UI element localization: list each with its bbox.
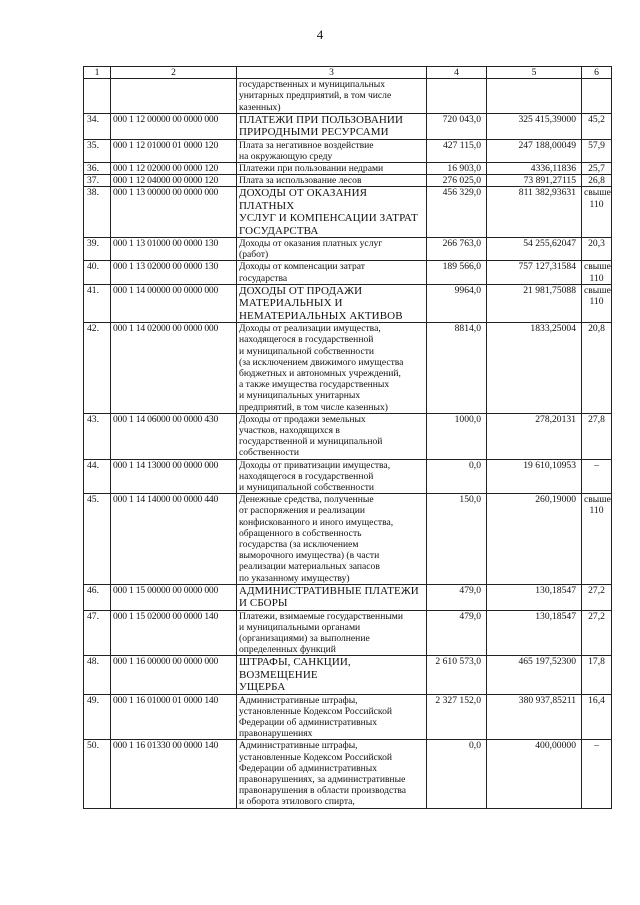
row-number-cell (84, 79, 111, 114)
table-row (84, 163, 612, 175)
row-number-cell: 40. (84, 261, 111, 284)
percent-line: свыше (584, 261, 611, 273)
percent-cell (582, 187, 612, 238)
name-line: и муниципальной собственности (239, 481, 375, 493)
code-cell: 000 1 15 00000 00 0000 000 (111, 584, 237, 610)
code-cell: 000 1 13 01000 00 0000 130 (111, 238, 237, 261)
name-cell (237, 610, 427, 656)
table-row (84, 187, 612, 238)
fact-cell: 73 891,27115 (487, 175, 582, 187)
code-cell: 000 1 16 01000 01 0000 140 (111, 694, 237, 740)
plan-cell: 0,0 (427, 459, 487, 494)
row-number-cell: 49. (84, 694, 111, 740)
name-line: ПЛАТЕЖИ ПРИ ПОЛЬЗОВАНИИ (239, 113, 403, 126)
plan-cell: 720 043,0 (427, 113, 487, 139)
code-cell: 000 1 12 04000 00 0000 120 (111, 175, 237, 187)
table-row (84, 79, 612, 114)
row-number-cell: 35. (84, 139, 111, 162)
name-line: Административные штрафы, (239, 740, 358, 752)
name-line: Административные штрафы, (239, 694, 358, 706)
fact-cell (487, 79, 582, 114)
row-number-cell: 36. (84, 163, 111, 175)
name-line: государственной и муниципальной (239, 436, 383, 448)
name-line: на окружающую среду (239, 150, 333, 162)
name-line: реализации материальных запасов (239, 561, 380, 573)
plan-cell: 16 903,0 (427, 163, 487, 175)
code-cell: 000 1 14 13000 00 0000 000 (111, 459, 237, 494)
percent-cell (582, 139, 612, 162)
fact-cell: 130,18547 (487, 584, 582, 610)
fact-cell: 4336,11836 (487, 163, 582, 175)
name-line: НЕМАТЕРИАЛЬНЫХ АКТИВОВ (239, 309, 403, 322)
percent-line: 110 (589, 505, 604, 517)
percent-cell (582, 163, 612, 175)
code-cell: 000 1 12 00000 00 0000 000 (111, 113, 237, 139)
name-cell (237, 113, 427, 139)
name-line: установленные Кодексом Российской (239, 751, 392, 763)
name-line: и оборота этилового спирта, (239, 796, 355, 808)
name-line: выморочного имущества) (в части (239, 550, 380, 562)
name-line: АДМИНИСТРАТИВНЫЕ ПЛАТЕЖИ (239, 584, 419, 597)
table-row (84, 694, 612, 740)
row-number-cell: 38. (84, 187, 111, 238)
percent-line: 20,8 (588, 323, 605, 335)
name-line: Плата за использование лесов (239, 175, 362, 187)
code-cell: 000 1 14 00000 00 0000 000 (111, 284, 237, 322)
table-row (84, 413, 612, 459)
table-row (84, 656, 612, 694)
plan-cell: 189 566,0 (427, 261, 487, 284)
name-line: И СБОРЫ (239, 597, 288, 610)
header-cell: 1 (84, 67, 111, 79)
name-line: от распоряжения и реализации (239, 505, 365, 517)
name-cell (237, 323, 427, 414)
name-line: ДОХОДЫ ОТ ПРОДАЖИ (239, 284, 363, 297)
name-line: Плата за негативное воздействие (239, 139, 374, 151)
percent-line: 27,8 (588, 413, 605, 425)
table-row (84, 175, 612, 187)
name-line: Доходы от продажи земельных (239, 413, 366, 425)
name-line: и муниципальной собственности (239, 345, 375, 357)
table-row (84, 584, 612, 610)
fact-cell: 465 197,52300 (487, 656, 582, 694)
row-number-cell: 48. (84, 656, 111, 694)
percent-cell (582, 284, 612, 322)
table-row (84, 113, 612, 139)
revenue-table (83, 66, 612, 809)
fact-cell: 19 610,10953 (487, 459, 582, 494)
percent-line: 25,7 (588, 163, 605, 175)
percent-cell (582, 261, 612, 284)
fact-cell: 400,00000 (487, 740, 582, 808)
name-line: а также имущества государственных (239, 379, 390, 391)
name-line: участков, находящихся в (239, 424, 340, 436)
percent-cell (582, 175, 612, 187)
percent-line: 27,2 (588, 584, 605, 596)
name-line: бюджетных и автономных учреждений, (239, 367, 401, 379)
row-number-cell: 47. (84, 610, 111, 656)
table-row (84, 238, 612, 261)
percent-line: 110 (589, 296, 604, 308)
percent-line: 16,4 (588, 694, 605, 706)
table-row (84, 284, 612, 322)
percent-line: 27,2 (588, 610, 605, 622)
name-line: собственности (239, 447, 300, 459)
name-cell (237, 139, 427, 162)
plan-cell: 427 115,0 (427, 139, 487, 162)
table-row (84, 323, 612, 414)
name-cell (237, 459, 427, 494)
percent-cell (582, 610, 612, 656)
table-row (84, 139, 612, 162)
row-number-cell: 37. (84, 175, 111, 187)
percent-line: свыше (584, 284, 611, 296)
header-cell: 2 (111, 67, 237, 79)
percent-cell (582, 238, 612, 261)
code-cell: 000 1 14 02000 00 0000 000 (111, 323, 237, 414)
name-line: УСЛУГ И КОМПЕНСАЦИИ ЗАТРАТ (239, 212, 418, 225)
header-row (84, 67, 612, 79)
percent-cell (582, 740, 612, 808)
row-number-cell: 50. (84, 740, 111, 808)
code-cell: 000 1 12 02000 00 0000 120 (111, 163, 237, 175)
name-line: Платежи, взимаемые государственными (239, 610, 403, 622)
code-cell: 000 1 13 02000 00 0000 130 (111, 261, 237, 284)
table-row (84, 459, 612, 494)
name-line: унитарных предприятий, в том числе (239, 90, 392, 102)
header-cell: 5 (487, 67, 582, 79)
name-cell (237, 238, 427, 261)
fact-cell: 325 415,39000 (487, 113, 582, 139)
percent-cell (582, 694, 612, 740)
name-line: Доходы от приватизации имущества, (239, 459, 391, 471)
row-number-cell: 39. (84, 238, 111, 261)
name-line: установленные Кодексом Российской (239, 705, 392, 717)
name-line: ГОСУДАРСТВА (239, 224, 319, 237)
header-cell: 3 (237, 67, 427, 79)
percent-cell (582, 459, 612, 494)
plan-cell: 2 610 573,0 (427, 656, 487, 694)
percent-line: 110 (589, 198, 604, 210)
fact-cell: 380 937,85211 (487, 694, 582, 740)
row-number-cell: 44. (84, 459, 111, 494)
name-line: правонарушениях, за административные (239, 774, 406, 786)
name-line: Доходы от оказания платных услуг (239, 238, 383, 250)
fact-cell: 811 382,93631 (487, 187, 582, 238)
name-line: по указанному имуществу) (239, 572, 350, 584)
plan-cell: 1000,0 (427, 413, 487, 459)
name-line: Федерации об административных (239, 717, 378, 729)
name-cell (237, 284, 427, 322)
plan-cell: 456 329,0 (427, 187, 487, 238)
name-line: правонарушения в области производства (239, 785, 407, 797)
code-cell: 000 1 16 01330 00 0000 140 (111, 740, 237, 808)
fact-cell: 130,18547 (487, 610, 582, 656)
row-number-cell: 43. (84, 413, 111, 459)
page-number: 4 (316, 27, 324, 42)
name-cell (237, 261, 427, 284)
code-cell: 000 1 14 06000 00 0000 430 (111, 413, 237, 459)
row-number-cell: 46. (84, 584, 111, 610)
plan-cell: 276 025,0 (427, 175, 487, 187)
name-line: Доходы от реализации имущества, (239, 323, 381, 335)
percent-cell (582, 113, 612, 139)
row-number-cell: 41. (84, 284, 111, 322)
name-line: правонарушениях (239, 728, 313, 740)
fact-cell: 21 981,75088 (487, 284, 582, 322)
plan-cell: 2 327 152,0 (427, 694, 487, 740)
code-cell: 000 1 15 02000 00 0000 140 (111, 610, 237, 656)
code-cell: 000 1 13 00000 00 0000 000 (111, 187, 237, 238)
percent-line: 20,3 (588, 238, 605, 250)
plan-cell: 479,0 (427, 610, 487, 656)
name-cell (237, 163, 427, 175)
name-cell (237, 413, 427, 459)
percent-cell (582, 584, 612, 610)
name-line: ПРИРОДНЫМИ РЕСУРСАМИ (239, 126, 389, 139)
percent-line: – (594, 459, 599, 471)
plan-cell: 8814,0 (427, 323, 487, 414)
name-line: конфискованного и иного имущества, (239, 516, 394, 528)
row-number-cell: 34. (84, 113, 111, 139)
percent-line: 110 (589, 272, 604, 284)
name-line: определенных функций (239, 644, 336, 656)
percent-cell (582, 323, 612, 414)
code-cell: 000 1 16 00000 00 0000 000 (111, 656, 237, 694)
code-cell (111, 79, 237, 114)
row-number-cell: 45. (84, 494, 111, 585)
name-line: МАТЕРИАЛЬНЫХ И (239, 297, 343, 310)
name-line: Доходы от компенсации затрат (239, 261, 365, 273)
table-row (84, 261, 612, 284)
percent-line: – (594, 740, 599, 752)
plan-cell: 9964,0 (427, 284, 487, 322)
plan-cell: 0,0 (427, 740, 487, 808)
table-row (84, 740, 612, 808)
name-line: Платежи при пользовании недрами (239, 163, 384, 175)
name-line: Федерации об административных (239, 762, 378, 774)
percent-line: 26,8 (588, 175, 605, 187)
percent-cell (582, 79, 612, 114)
name-cell (237, 656, 427, 694)
percent-line: 45,2 (588, 113, 605, 125)
header-cell: 6 (582, 67, 612, 79)
percent-line: 17,8 (588, 656, 605, 668)
table-row (84, 494, 612, 585)
name-cell (237, 494, 427, 585)
name-line: (работ) (239, 249, 269, 261)
name-line: УЩЕРБА (239, 681, 286, 694)
name-line: и муниципальных унитарных (239, 390, 361, 402)
name-line: предприятий, в том числе казенных) (239, 401, 388, 413)
plan-cell: 266 763,0 (427, 238, 487, 261)
name-cell (237, 584, 427, 610)
plan-cell: 150,0 (427, 494, 487, 585)
fact-cell: 278,20131 (487, 413, 582, 459)
name-line: (за исключением движимого имущества (239, 356, 404, 368)
name-line: находящегося в государственной (239, 334, 374, 346)
percent-line: свыше (584, 187, 611, 199)
code-cell: 000 1 12 01000 01 0000 120 (111, 139, 237, 162)
fact-cell: 247 188,00049 (487, 139, 582, 162)
percent-cell (582, 656, 612, 694)
percent-cell (582, 413, 612, 459)
fact-cell: 54 255,62047 (487, 238, 582, 261)
name-line: ДОХОДЫ ОТ ОКАЗАНИЯ ПЛАТНЫХ (239, 187, 368, 212)
header-cell: 4 (427, 67, 487, 79)
name-line: обращенного в собственность (239, 527, 362, 539)
row-number-cell: 42. (84, 323, 111, 414)
name-line: (организациями) за выполнение (239, 632, 370, 644)
code-cell: 000 1 14 14000 00 0000 440 (111, 494, 237, 585)
name-line: и муниципальными органами (239, 621, 361, 633)
fact-cell: 1833,25004 (487, 323, 582, 414)
plan-cell (427, 79, 487, 114)
name-line: государства (за исключением (239, 538, 359, 550)
name-line: ШТРАФЫ, САНКЦИИ, ВОЗМЕЩЕНИЕ (239, 656, 351, 681)
table-body (84, 67, 612, 809)
name-cell (237, 175, 427, 187)
name-cell (237, 740, 427, 808)
name-cell (237, 187, 427, 238)
percent-cell (582, 494, 612, 585)
fact-cell: 757 127,31584 (487, 261, 582, 284)
name-cell (237, 694, 427, 740)
percent-line: 57,9 (588, 139, 605, 151)
plan-cell: 479,0 (427, 584, 487, 610)
name-line: государственных и муниципальных (239, 79, 386, 91)
name-line: Денежные средства, полученные (239, 494, 374, 506)
fact-cell: 260,19000 (487, 494, 582, 585)
table-row (84, 610, 612, 656)
name-cell (237, 79, 427, 114)
percent-line: свыше (584, 494, 611, 506)
name-line: государства (239, 272, 288, 284)
name-line: находящегося в государственной (239, 470, 374, 482)
name-line: казенных) (239, 101, 281, 113)
